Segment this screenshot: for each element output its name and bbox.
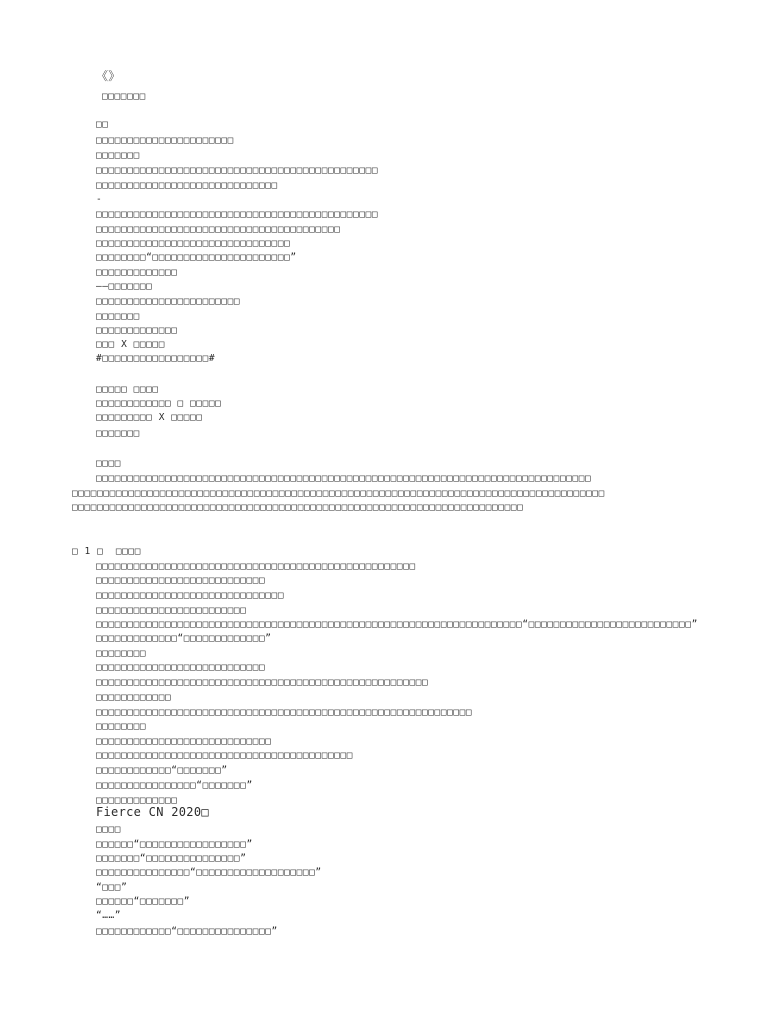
- section-heading: □□□□: [96, 458, 122, 469]
- text-line: □□□□□□□□□□□□□□□□□□□□□□□□□□□□□□□□□□□□□□□□□□□□□□□□□□□□□: [96, 677, 429, 688]
- document-subtitle: □□□□□□□: [102, 91, 146, 102]
- text-line: □□□□□□□□□□□□□□□□□□□□□□□□□□□□□□□: [96, 238, 291, 249]
- fierce-line: Fierce CN 2020□: [96, 805, 209, 819]
- text-line: □□□□□□□□□□□□□□□□□□□□□□□□□□□: [96, 662, 266, 673]
- text-line: □□□□□□□□□□□□□“□□□□□□□□□□□□□”: [96, 633, 272, 644]
- text-line: □□□□□□□□□□□□□□□□“□□□□□□□”: [96, 780, 253, 791]
- text-line: □□□□□ □□□□: [96, 384, 159, 395]
- text-line: □□□□□□□□□□□□□□□□□□□□□□□□□□□□□□□□□□□□□□□: [96, 224, 341, 235]
- text-line: □□□□□□□□□□□□□: [96, 795, 178, 806]
- text-line: □□□□: [96, 824, 122, 835]
- text-line: □□□ X □□□□□: [96, 339, 165, 350]
- text-line: □□□□□□“□□□□□□□”: [96, 896, 191, 907]
- text-line: □□□□□□□□“□□□□□□□□□□□□□□□□□□□□□□”: [96, 252, 297, 263]
- text-line: □□□□□□□: [96, 428, 140, 439]
- text-line: □□□□□□□□□□□□ □ □□□□□: [96, 398, 222, 409]
- text-line: □□□□□□□□□□□□□□□□□□□□□□□□□□□□□□□□□□□□□□□□□□□□□□□□□□□□□□□□□□□□: [96, 707, 473, 718]
- text-line: □□□□□□□□□□□□□□□□□□□□□□□□□□□□□□□□□□□□□□□□□□□□□□□□□□□: [96, 561, 416, 572]
- text-line: □□□□□□“□□□□□□□□□□□□□□□□□”: [96, 839, 253, 850]
- text-line: □□□□□□□□□□□□□□□□□□□□□□□□□□□□□: [96, 180, 278, 191]
- text-line: □□□□□□□□: [96, 648, 147, 659]
- text-line: #□□□□□□□□□□□□□□□□□#: [96, 353, 216, 364]
- text-line: -: [96, 194, 103, 205]
- text-line: □□□□□□□□□ X □□□□□: [96, 412, 203, 423]
- text-line: □□□□□□□□□□□□□□□□□□□□□□□: [96, 296, 241, 307]
- text-line: □□□□□□□□: [96, 721, 147, 732]
- text-line: □□□□□□□□□□□□□□□□□□□□□□□□□□□□□□□□□□□□□□□□□□□□□: [96, 209, 379, 220]
- text-line: □□□□□□□□□□□□□□□□□□□□□□□□□□□□□□□□□□□□□□□□□□□□□□□□□□□□□□□□□□□□□□□□□□□□“□□□□□□□□□□□□□□□□□□□□□□□□□□”: [96, 619, 698, 630]
- text-line: □□□□□□□□□□□□□: [96, 267, 178, 278]
- text-line: □□□□□□□“□□□□□□□□□□□□□□□”: [96, 853, 247, 864]
- text-line: □□□□□□□: [96, 311, 140, 322]
- text-line: □□□□□□□□□□□□□□□“□□□□□□□□□□□□□□□□□□□”: [96, 867, 322, 878]
- text-line: □□: [96, 119, 109, 130]
- paragraph-line: □□□□□□□□□□□□□□□□□□□□□□□□□□□□□□□□□□□□□□□□□□□□□□□□□□□□□□□□□□□□□□□□□□□□□□□□□□□□□□□□□□□□□: [72, 488, 605, 499]
- logo-mark: 《》: [96, 69, 121, 83]
- text-line: □□□□□□□□□□□□“□□□□□□□”: [96, 765, 228, 776]
- text-line: □□□□□□□□□□□□□: [96, 325, 178, 336]
- text-line: □□□□□□□□□□□□“□□□□□□□□□□□□□□□”: [96, 926, 278, 937]
- text-line: □□□□□□□□□□□□: [96, 692, 172, 703]
- text-line: □□□□□□□□□□□□□□□□□□□□□□□□□□□: [96, 575, 266, 586]
- chapter-heading: □ 1 □ □□□□: [72, 546, 141, 557]
- text-line: □□□□□□□□□□□□□□□□□□□□□□□□□□□□□□□□□□□□□□□□□: [96, 750, 354, 761]
- paragraph-line: □□□□□□□□□□□□□□□□□□□□□□□□□□□□□□□□□□□□□□□□□□□□□□□□□□□□□□□□□□□□□□□□□□□□□□□□□□□□□□□: [96, 473, 592, 484]
- text-line: ——□□□□□□□: [96, 281, 153, 292]
- text-line: □□□□□□□□□□□□□□□□□□□□□□□□□□□□: [96, 736, 272, 747]
- text-line: “□□□”: [96, 882, 128, 893]
- text-line: □□□□□□□□□□□□□□□□□□□□□□□□□□□□□□□□□□□□□□□□□□□□□: [96, 165, 379, 176]
- text-line: “……”: [96, 910, 122, 921]
- text-line: □□□□□□□□□□□□□□□□□□□□□□: [96, 135, 234, 146]
- text-line: □□□□□□□□□□□□□□□□□□□□□□□□□□□□□□: [96, 590, 285, 601]
- text-line: □□□□□□□: [96, 150, 140, 161]
- text-line: □□□□□□□□□□□□□□□□□□□□□□□□: [96, 605, 247, 616]
- paragraph-line: □□□□□□□□□□□□□□□□□□□□□□□□□□□□□□□□□□□□□□□□□□□□□□□□□□□□□□□□□□□□□□□□□□□□□□□□: [72, 502, 524, 513]
